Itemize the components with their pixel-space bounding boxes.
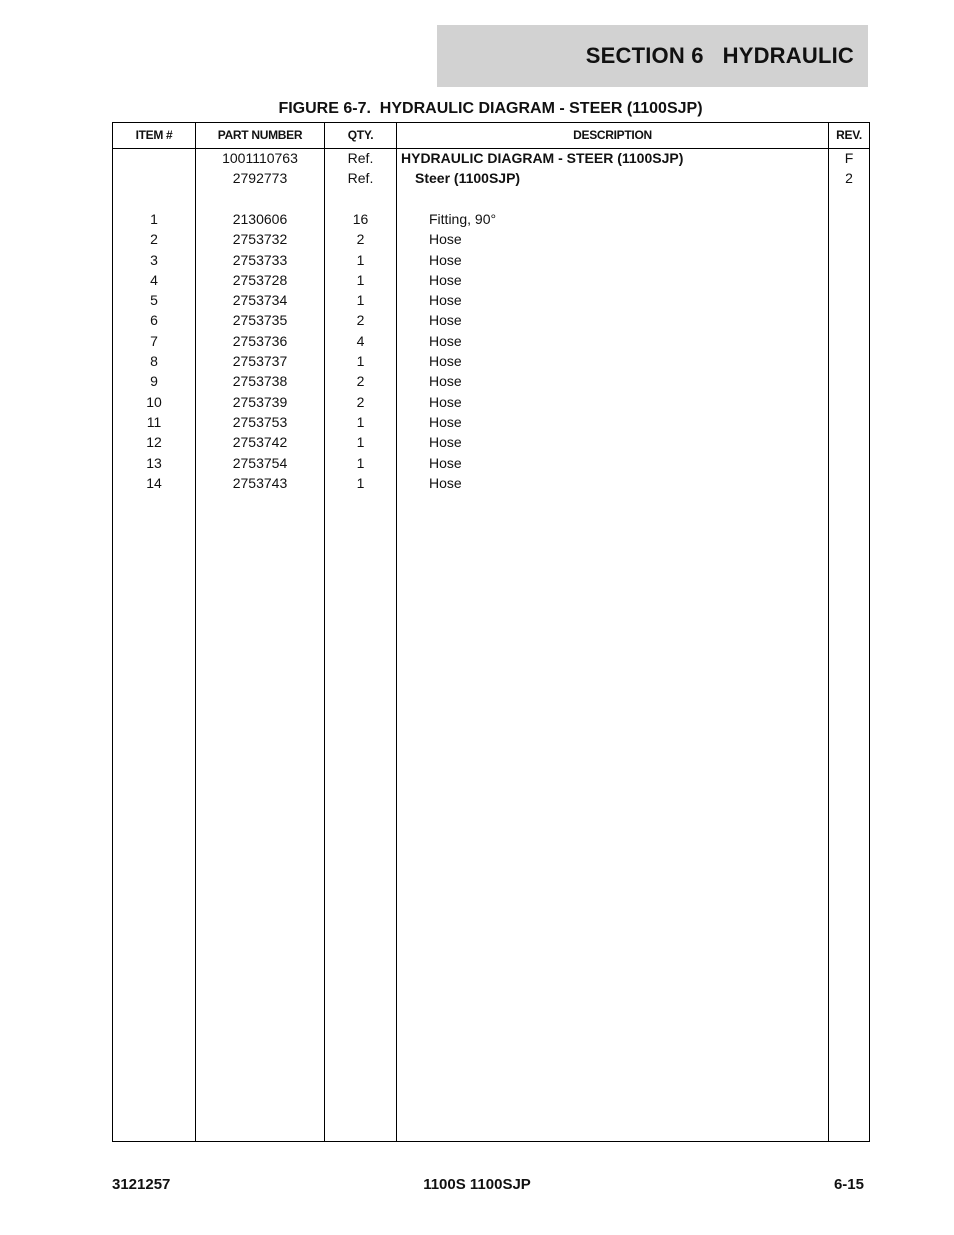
cell-part-number: 2753754 <box>232 454 288 471</box>
cell-item: 9 <box>150 373 158 390</box>
cell-description: Hose <box>429 332 462 349</box>
column-header-qty: QTY. <box>347 128 374 142</box>
cell-rev <box>829 310 869 330</box>
cell-description: Steer (1100SJP) <box>415 170 521 187</box>
cell-part-number: 2753736 <box>232 332 288 349</box>
figure-title: FIGURE 6-7. HYDRAULIC DIAGRAM - STEER (1100SJP) <box>278 100 703 117</box>
cell-part-number: 2753728 <box>232 271 288 288</box>
cell-rev <box>829 351 869 371</box>
cell-item: 4 <box>150 271 158 288</box>
cell-item <box>113 189 195 209</box>
cell-part-number: 2130606 <box>232 210 288 227</box>
cell-qty: 1 <box>356 434 365 451</box>
cell-description: Hose <box>429 434 462 451</box>
table-row <box>113 270 869 290</box>
cell-description: Hose <box>429 393 462 410</box>
cell-qty: 4 <box>356 332 365 349</box>
cell-rev <box>829 250 869 270</box>
cell-part-number: 2792773 <box>232 170 288 187</box>
cell-description: Hose <box>429 231 462 248</box>
cell-item: 1 <box>150 210 158 227</box>
table-row <box>113 432 869 452</box>
column-header-description: DESCRIPTION <box>573 128 652 142</box>
cell-rev <box>829 473 869 493</box>
table-row <box>113 189 869 209</box>
cell-qty: 2 <box>356 393 365 410</box>
cell-description: Hose <box>429 292 462 309</box>
table-row <box>113 331 869 351</box>
cell-description: HYDRAULIC DIAGRAM - STEER (1100SJP) <box>401 150 684 166</box>
table-row <box>113 473 869 493</box>
cell-description: Hose <box>429 413 462 430</box>
cell-rev <box>829 229 869 249</box>
cell-item: 11 <box>146 413 162 430</box>
cell-part-number: 2753732 <box>232 231 288 248</box>
cell-qty: Ref. <box>347 170 374 187</box>
cell-rev: F <box>844 150 854 166</box>
cell-description: Hose <box>429 312 462 329</box>
cell-description: Hose <box>429 271 462 288</box>
column-header-part-number: PART NUMBER <box>217 128 303 142</box>
cell-item <box>113 148 195 168</box>
cell-item: 12 <box>146 434 162 451</box>
cell-description: Hose <box>429 474 462 491</box>
cell-rev <box>829 270 869 290</box>
cell-qty: 2 <box>356 312 365 329</box>
cell-rev: 2 <box>845 170 853 187</box>
table-row <box>113 453 869 473</box>
cell-description: Hose <box>429 454 462 471</box>
cell-description <box>401 189 857 209</box>
cell-item: 6 <box>150 312 158 329</box>
cell-description: Hose <box>429 373 462 390</box>
cell-item: 7 <box>150 332 158 349</box>
cell-rev <box>829 290 869 310</box>
cell-rev <box>829 412 869 432</box>
cell-part-number: 2753734 <box>232 292 288 309</box>
cell-part-number: 2753753 <box>232 413 288 430</box>
table-row <box>113 371 869 391</box>
cell-part-number: 2753735 <box>232 312 288 329</box>
cell-item: 13 <box>146 454 162 471</box>
cell-part-number: 2753737 <box>232 353 288 369</box>
cell-description: Hose <box>429 353 462 369</box>
cell-part-number: 1001110763 <box>222 150 298 166</box>
cell-qty: 16 <box>352 210 369 227</box>
cell-description: Hose <box>429 251 462 268</box>
cell-qty: 1 <box>356 454 365 471</box>
cell-part-number <box>196 189 324 209</box>
cell-rev <box>829 371 869 391</box>
cell-qty: 1 <box>356 413 365 430</box>
table-row <box>113 392 869 412</box>
table-row <box>113 168 869 188</box>
cell-rev <box>829 331 869 351</box>
table-row <box>113 290 869 310</box>
footer-page-number: 6-15 <box>833 1176 864 1193</box>
table-row <box>113 351 869 371</box>
section-title: SECTION 6 HYDRAULIC <box>585 43 854 68</box>
cell-qty: 2 <box>356 231 365 248</box>
cell-qty: Ref. <box>347 150 374 166</box>
cell-rev <box>829 189 869 209</box>
cell-rev <box>829 209 869 229</box>
cell-part-number: 2753738 <box>232 373 288 390</box>
cell-item: 5 <box>150 292 158 309</box>
table-row <box>113 209 869 229</box>
cell-item: 2 <box>150 231 158 248</box>
cell-item: 8 <box>150 353 158 369</box>
parts-table <box>112 122 870 1142</box>
cell-part-number: 2753743 <box>232 474 288 491</box>
cell-qty: 1 <box>356 251 365 268</box>
table-row <box>113 148 869 168</box>
table-row <box>113 412 869 432</box>
cell-description: Fitting, 90° <box>429 210 497 227</box>
cell-item: 3 <box>150 251 158 268</box>
cell-qty: 2 <box>356 373 365 390</box>
cell-qty: 1 <box>356 353 365 369</box>
table-row <box>113 250 869 270</box>
cell-part-number: 2753733 <box>232 251 288 268</box>
cell-item: 10 <box>146 393 162 410</box>
cell-rev <box>829 392 869 412</box>
cell-rev <box>829 432 869 452</box>
table-row <box>113 310 869 330</box>
cell-qty <box>325 189 396 209</box>
cell-part-number: 2753739 <box>232 393 288 410</box>
cell-qty: 1 <box>356 474 365 491</box>
cell-item <box>113 168 195 188</box>
footer-models: 1100S 1100SJP <box>423 1176 531 1193</box>
cell-qty: 1 <box>356 271 365 288</box>
column-header-item: ITEM # <box>135 128 173 142</box>
cell-part-number: 2753742 <box>232 434 288 451</box>
table-row <box>113 229 869 249</box>
column-header-rev: REV. <box>836 128 862 142</box>
cell-item: 14 <box>146 474 162 491</box>
cell-qty: 1 <box>356 292 365 309</box>
footer-doc-number: 3121257 <box>112 1176 171 1193</box>
section-header <box>437 25 868 87</box>
cell-rev <box>829 453 869 473</box>
